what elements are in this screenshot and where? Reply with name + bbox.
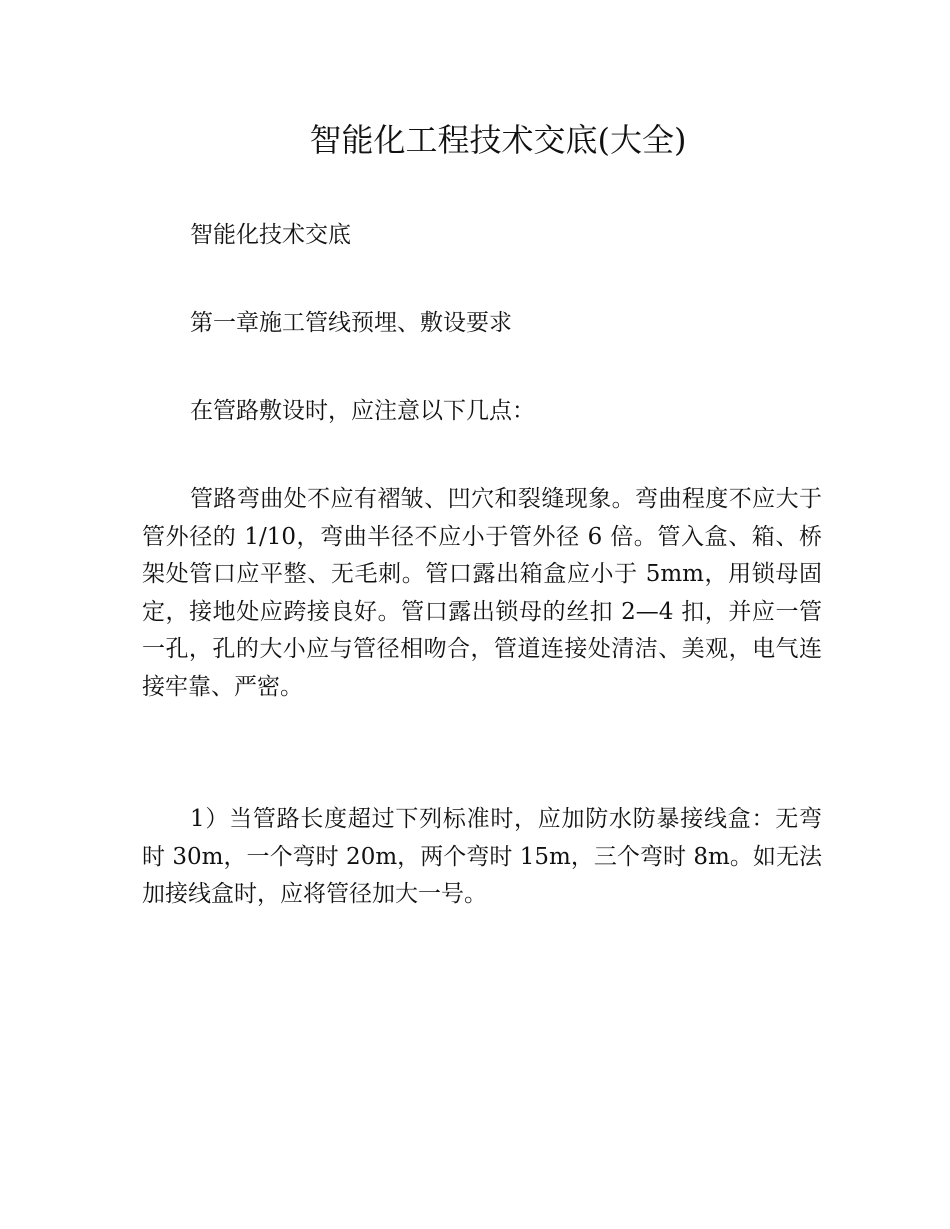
- paragraph-junction-box-rule: 1）当管路长度超过下列标准时，应加防水防暴接线盒：无弯时 30m，一个弯时 20m，两个弯时 15m，三个弯时 8m。如无法加接线盒时，应将管径加大一号。: [142, 806, 822, 907]
- paragraph-intro: 在管路敷设时，应注意以下几点：: [190, 398, 535, 424]
- paragraph-pipe-bending-requirements: 管路弯曲处不应有褶皱、凹穴和裂缝现象。弯曲程度不应大于管外径的 1/10，弯曲半径不应小于管外径 6 倍。管入盒、箱、桥架处管口应平整、无毛刺。管口露出箱盒应小于 5mm，用锁母固定，接地处应跨接良好。管口露出锁母的丝扣 2—4 扣，并应一管一孔，孔的大小应与管径相吻合，管道连接处清洁、美观，电气连接牢靠、严密。: [142, 486, 822, 700]
- paragraph-chapter-heading: 第一章施工管线预埋、敷设要求: [190, 310, 512, 336]
- paragraph-subtitle: 智能化技术交底: [190, 222, 351, 248]
- document-title: 智能化工程技术交底(大全): [309, 121, 687, 159]
